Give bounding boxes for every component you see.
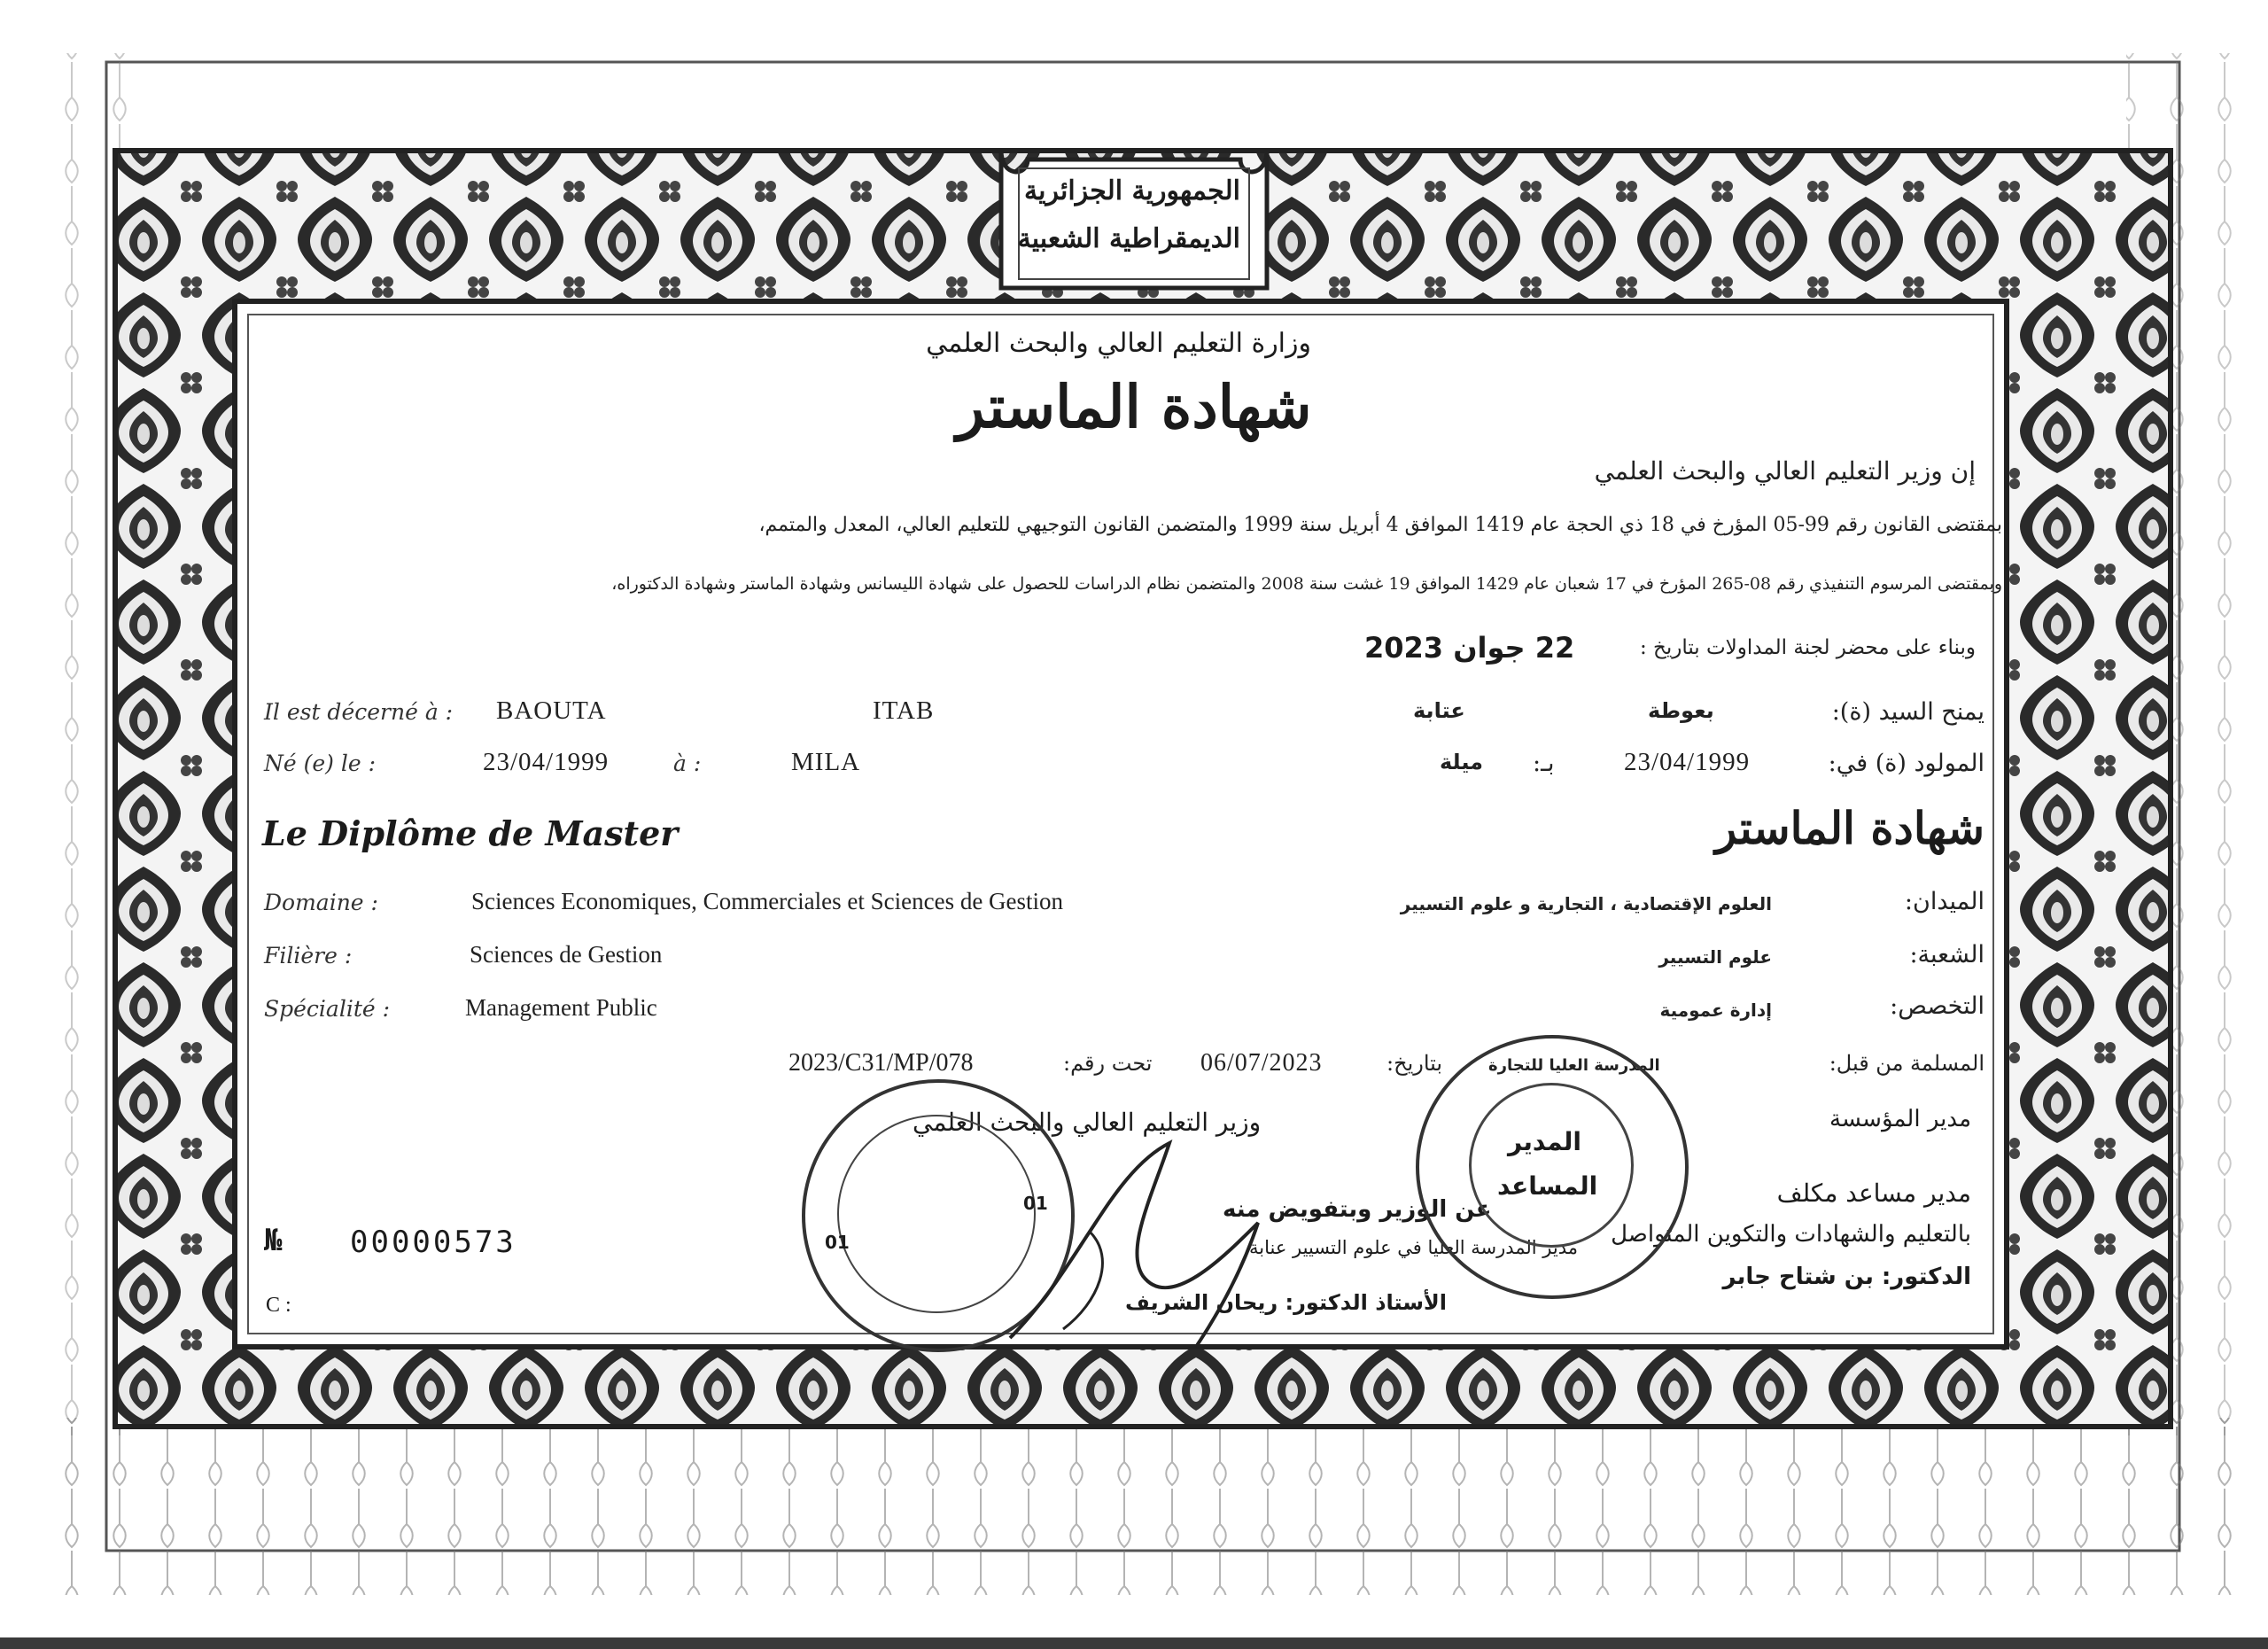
seal-number-right: 01 [1023,1193,1048,1214]
certificate-title-ar: شهادة الماستر [956,372,1312,441]
institution-name: المدرسة العليا للتجارة [1488,1056,1660,1075]
serial-number-label: № [264,1223,283,1258]
at-label-ar: بـ: [1533,750,1555,777]
minister-signature-label: وزير التعليم العالي والبحث العلمي [913,1108,1262,1137]
delegation-line: عن الوزير وبتفويض منه [1223,1196,1492,1223]
firstname-ar: عتابة [1413,698,1465,723]
department-line: بالتعليم والشهادات والتكوين المتواصل [1611,1221,1971,1248]
republic-line-2: الديمقراطية الشعبية [1017,223,1240,254]
branch-ar: علوم التسيير [1658,946,1772,968]
branch-label-ar: الشعبة: [1909,941,1984,968]
preamble-line-1: إن وزير التعليم العالي والبحث العلمي [1594,456,1976,486]
serial-number: 00000573 [350,1225,517,1260]
delivery-date: 06/07/2023 [1200,1049,1323,1077]
speciality-label-ar: التخصص: [1890,992,1984,1020]
republic-line-1: الجمهورية الجزائرية [1024,175,1240,206]
deputy-director-line: مدير مساعد مكلف [1776,1178,1971,1208]
birth-place-ar: ميلة [1440,750,1484,774]
born-label-ar: المولود (ة) في: [1828,750,1984,777]
stamp-text-deputy: المساعد [1497,1171,1598,1201]
seal-number-left: 01 [825,1232,850,1253]
awarded-label-fr: Il est décerné à : [264,699,454,725]
speciality-fr: Management Public [465,994,657,1021]
at-label-fr: à : [673,751,702,776]
c-label: C : [266,1294,291,1317]
scan-edge-bar [0,1637,2268,1649]
domain-fr: Sciences Economiques, Commerciales et Sciences de Gestion [471,888,1064,914]
issued-by-label: المسلمة من قبل: [1829,1051,1984,1076]
preamble-line-3: وبمقتضى المرسوم التنفيذي رقم 08-265 المؤرخ في 17 شعبان عام 1429 الموافق 19 غشت سنة 2008 والمتضمن نظام الدراسات للحصول على شهادة الليسانس وشهادة الماستر وشهادة الدكتوراه، [611,574,2002,594]
preamble-line-2: بمقتضى القانون رقم 99-05 المؤرخ في 18 ذي الحجة عام 1419 الموافق 4 أبريل سنة 1999 والمتضمن القانون التوجيهي للتعليم العالي، المعدل والمتمم، [758,514,2002,536]
branch-label-fr: Filière : [264,943,353,968]
birth-place-fr: MILA [791,748,861,776]
deliberation-date: 22 جوان 2023 [1364,631,1575,665]
awarded-label-ar: يمنح السيد (ة): [1831,698,1984,726]
surname-fr: BAOUTA [496,696,607,725]
speciality-ar: إدارة عمومية [1659,1000,1772,1021]
birth-date-ar: 23/04/1999 [1624,748,1751,776]
school-director-line: مدير المدرسة العليا في علوم التسيير عنابة [1249,1237,1579,1258]
ministry-heading: وزارة التعليم العالي والبحث العلمي [926,328,1311,359]
delivery-number: 2023/C31/MP/078 [788,1049,974,1077]
director-label: مدير المؤسسة [1829,1106,1971,1132]
domain-ar: العلوم الإقتصادية ، التجارية و علوم التسيير [1400,893,1772,914]
speciality-label-fr: Spécialité : [264,996,391,1022]
deliberation-label: وبناء على محضر لجنة المداولات بتاريخ : [1639,636,1976,659]
branch-fr: Sciences de Gestion [470,941,663,968]
birth-date-fr: 23/04/1999 [483,748,610,776]
domain-label-ar: الميدان: [1904,888,1984,915]
diploma-title-ar: شهادة الماستر [1715,802,1984,854]
delivery-date-label: بتاريخ: [1386,1051,1443,1076]
institution-stamp [1416,1035,1689,1299]
diploma-title-fr: Le Diplôme de Master [262,813,679,853]
domain-label-fr: Domaine : [264,890,378,915]
delivery-number-label: تحت رقم: [1063,1051,1153,1076]
doctor-signatory: الدكتور: بن شتاح جابر [1722,1264,1971,1290]
firstname-fr: ITAB [873,696,935,725]
handwritten-signature [992,1125,1329,1373]
born-label-fr: Né (e) le : [264,751,377,776]
professor-signatory: الأستاذ الدكتور: ريحان الشريف [1125,1290,1448,1315]
surname-ar: بعوطة [1648,698,1714,723]
stamp-text-director: المدير [1508,1127,1581,1156]
